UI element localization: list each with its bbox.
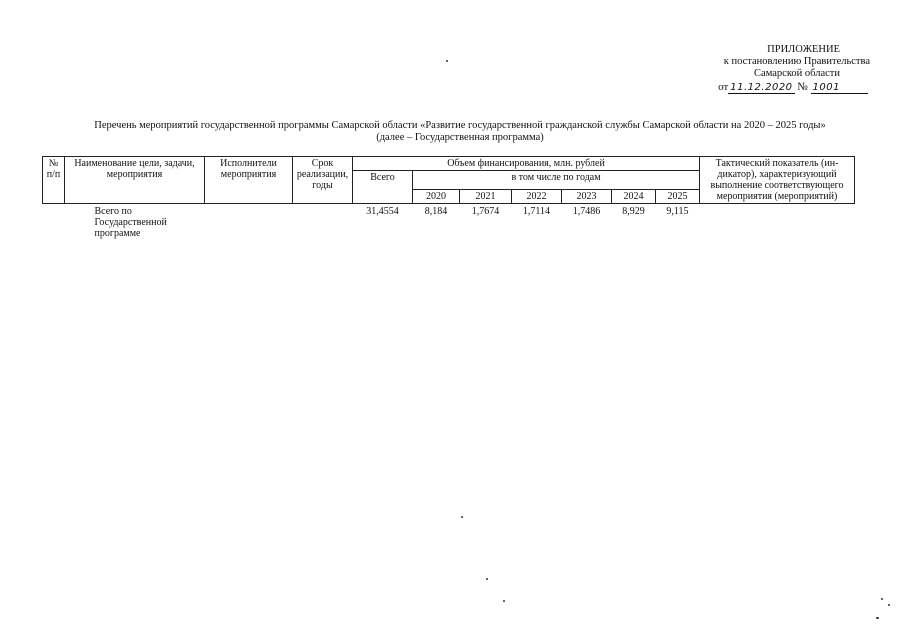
cell-year-value: 8,929 — [622, 206, 645, 217]
header-year: 2023 — [562, 190, 612, 204]
number-sign: № — [797, 81, 808, 93]
scan-speck — [881, 598, 883, 600]
table-row — [43, 204, 855, 242]
cell-executors — [205, 204, 293, 242]
scan-speck — [486, 578, 488, 580]
cell-term — [293, 204, 353, 242]
cell-total-label: Всего по Государственной программе — [94, 206, 167, 239]
heading-line-2: (далее – Государственная программа) — [376, 132, 544, 143]
header-year: 2022 — [512, 190, 562, 204]
cell-indicator — [700, 204, 855, 242]
date-prefix: от — [718, 81, 729, 93]
scan-speck — [446, 60, 448, 62]
decree-number: 1001 — [812, 82, 840, 93]
header-executors: Исполнители мероприятия — [205, 157, 293, 204]
cell-year-value: 1,7114 — [522, 206, 551, 217]
scan-speck — [888, 604, 890, 606]
appendix-title: ПРИЛОЖЕНИЕ — [767, 44, 840, 55]
decree-date: 11.12.2020 — [730, 82, 793, 93]
cell-year-value: 1,7674 — [471, 206, 500, 217]
cell-year-value: 1,7486 — [572, 206, 601, 217]
appendix-block — [660, 44, 870, 94]
header-year: 2020 — [413, 190, 460, 204]
header-indicator: Тактический показатель (ин-дикатор), характеризующий выполнение соответствующего мероприятия (мероприятий) — [700, 157, 855, 204]
header-term: Срок реализации, годы — [293, 157, 353, 204]
underline-tail — [842, 93, 868, 94]
measures-table — [42, 156, 855, 241]
scan-speck — [503, 600, 505, 602]
cell-total: 31,4554 — [366, 206, 399, 217]
scan-speck — [876, 617, 879, 619]
header-year: 2025 — [656, 190, 700, 204]
heading-line-1: Перечень мероприятий государственной программы Самарской области «Развитие государственной гражданской службы Самарской области на 2020 – 2025 годы» — [94, 120, 826, 131]
cell-year-value: 9,115 — [666, 206, 689, 217]
appendix-subtitle: к постановлению Правительства — [723, 56, 870, 67]
header-funding: Объем финансирования, млн. рублей — [353, 157, 700, 171]
appendix-region: Самарской области — [754, 68, 840, 79]
header-no: № п/п — [43, 157, 65, 204]
header-total: Всего — [353, 171, 413, 204]
cell-year-value: 8,184 — [424, 206, 448, 217]
decree-line — [718, 81, 870, 94]
header-name: Наименование цели, задачи, мероприятия — [65, 157, 205, 204]
header-year: 2021 — [460, 190, 512, 204]
header-year: 2024 — [612, 190, 656, 204]
cell-no — [43, 204, 65, 242]
document-heading — [40, 120, 880, 144]
header-by-years: в том числе по годам — [413, 171, 700, 190]
scan-speck — [461, 516, 463, 518]
